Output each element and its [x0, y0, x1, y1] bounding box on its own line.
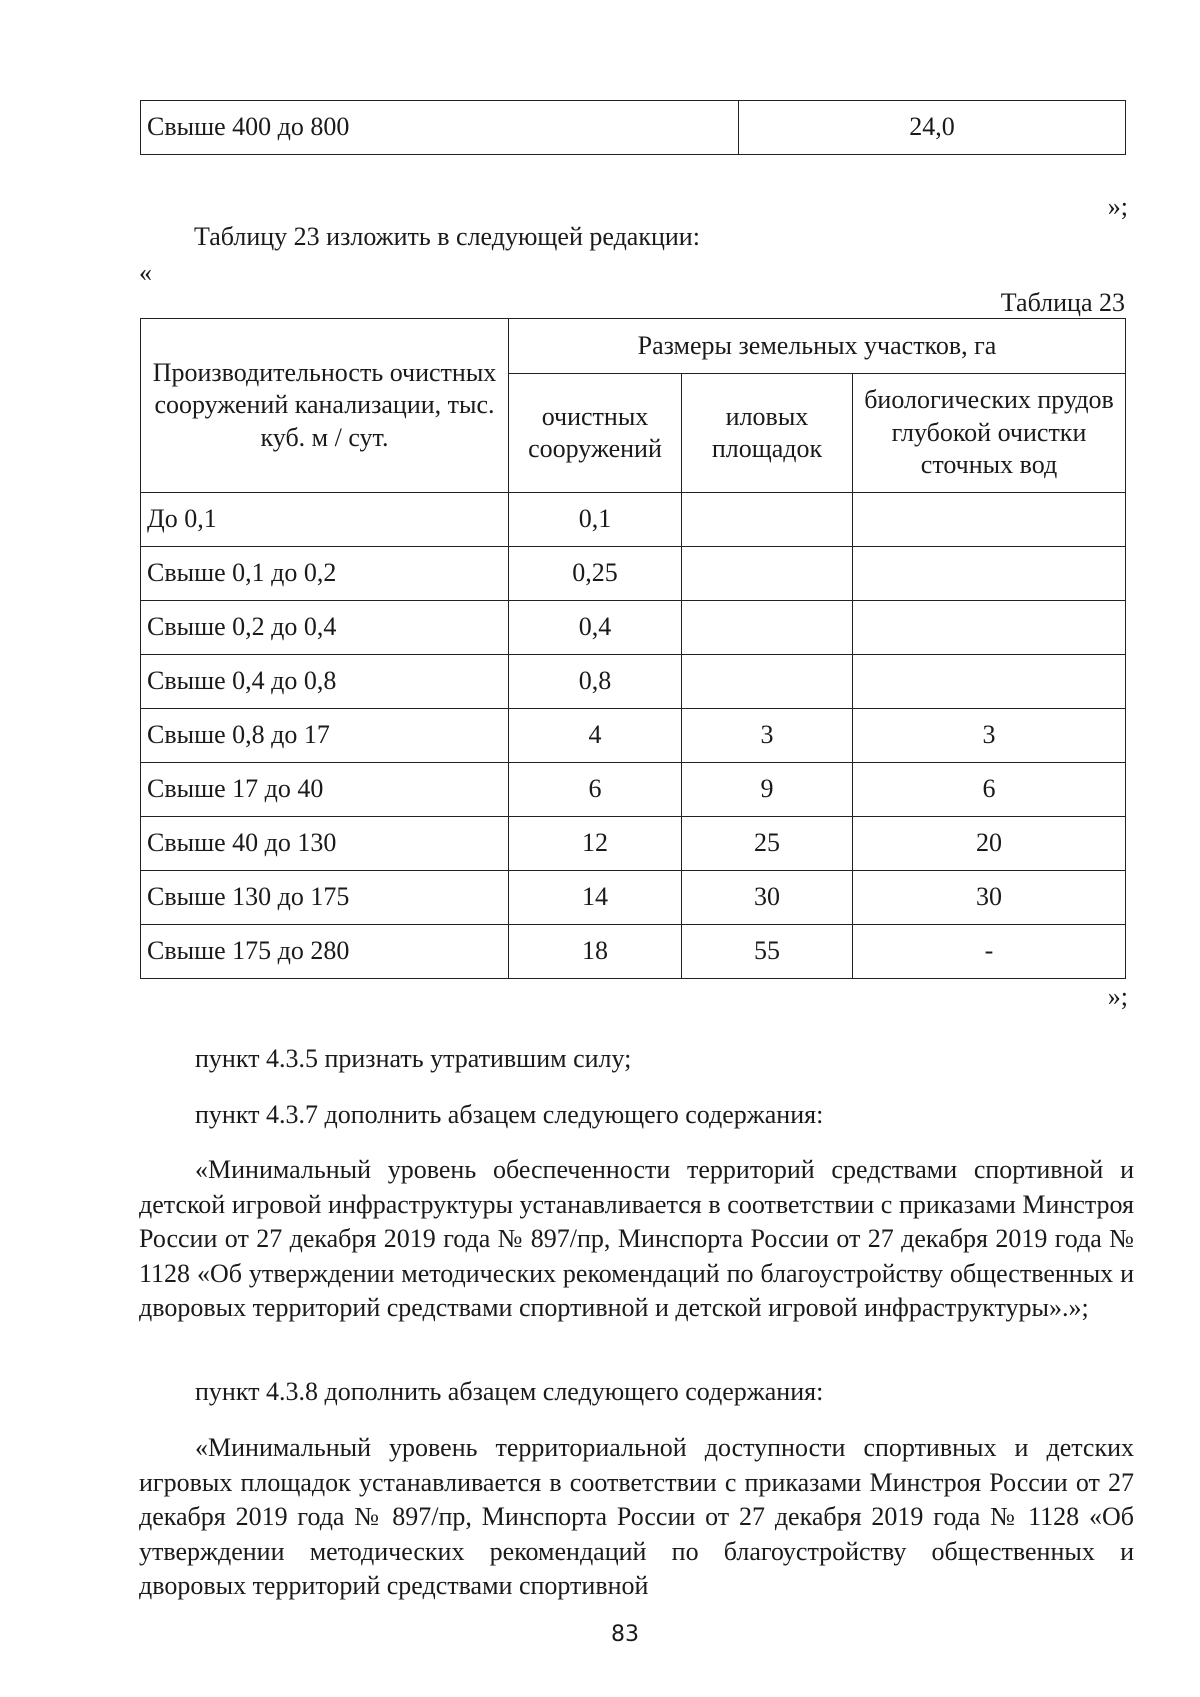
closing-quote: »; [1107, 982, 1128, 1011]
value-cell: 4 [509, 709, 682, 763]
paragraph-item-4-3-7: пункт 4.3.7 дополнить абзацем следующего содержания: [195, 1100, 824, 1129]
header-land-sizes: Размеры земельных участков, га [509, 319, 1126, 374]
table-header-row [141, 319, 1126, 374]
value-cell [853, 493, 1126, 547]
value-cell [682, 493, 853, 547]
value-cell: 3 [853, 709, 1126, 763]
paragraph-quote-2: «Минимальный уровень территориальной доступности спортивных и детских игровых площадок устанавливается в соответствии с приказами Минстроя России от 27 декабря 2019 года № 897/пр, Минспорта России от 27 декабря 2019 года № 1128 «Об утверждении методических рекомендаций по благоустройству общественных и дворовых территорий средствами спортивной [139, 1433, 1134, 1600]
table-row [141, 601, 1126, 655]
value-cell [853, 655, 1126, 709]
range-cell: Свыше 40 до 130 [141, 817, 509, 871]
value-cell: 24,0 [739, 101, 1126, 155]
value-cell [853, 601, 1126, 655]
table-row [141, 871, 1126, 925]
value-cell: 0,4 [509, 601, 682, 655]
range-cell: Свыше 130 до 175 [141, 871, 509, 925]
value-cell: 0,25 [509, 547, 682, 601]
paragraph-quote-1: «Минимальный уровень обеспеченности территорий средствами спортивной и детской игровой инфраструктуры устанавливается в соответствии с приказами Минстроя России от 27 декабря 2019 года № 897/пр, Минспорта России от 27 декабря 2019 года № 1128 «Об утверждении методических рекомендаций по благоустройству общественных и дворовых территорий средствами спортивной и детской игровой инфраструктуры».»; [139, 1155, 1134, 1322]
table-row [141, 925, 1126, 979]
value-cell: 3 [682, 709, 853, 763]
table-row [141, 655, 1126, 709]
table-row [141, 709, 1126, 763]
value-cell: 6 [509, 763, 682, 817]
range-cell: До 0,1 [141, 493, 509, 547]
page-number: 83 [611, 1622, 639, 1647]
table-row [141, 763, 1126, 817]
value-cell: 14 [509, 871, 682, 925]
subheader-treatment: очистных сооружений [509, 374, 682, 493]
paragraph-item-4-3-8: пункт 4.3.8 дополнить абзацем следующего содержания: [195, 1377, 824, 1406]
range-cell: Свыше 400 до 800 [141, 101, 739, 155]
value-cell [682, 655, 853, 709]
value-cell: 6 [853, 763, 1126, 817]
value-cell: 20 [853, 817, 1126, 871]
instruction-text: Таблицу 23 изложить в следующей редакции: [194, 222, 700, 251]
value-cell: 30 [853, 871, 1126, 925]
range-cell: Свыше 0,2 до 0,4 [141, 601, 509, 655]
value-cell: 0,8 [509, 655, 682, 709]
table-caption: Таблица 23 [1000, 288, 1125, 317]
closing-quote: »; [1107, 192, 1128, 221]
value-cell: 9 [682, 763, 853, 817]
value-cell [853, 547, 1126, 601]
table-row [141, 101, 1126, 155]
table-row [141, 547, 1126, 601]
table-row [141, 817, 1126, 871]
top-table [140, 100, 1126, 155]
value-cell [682, 601, 853, 655]
value-cell: 0,1 [509, 493, 682, 547]
value-cell [682, 547, 853, 601]
range-cell: Свыше 0,8 до 17 [141, 709, 509, 763]
value-cell: 25 [682, 817, 853, 871]
value-cell: - [853, 925, 1126, 979]
value-cell: 30 [682, 871, 853, 925]
range-cell: Свыше 175 до 280 [141, 925, 509, 979]
range-cell: Свыше 0,4 до 0,8 [141, 655, 509, 709]
value-cell: 18 [509, 925, 682, 979]
paragraph-item-4-3-5: пункт 4.3.5 признать утратившим силу; [195, 1044, 632, 1073]
table-23 [140, 318, 1126, 979]
value-cell: 12 [509, 817, 682, 871]
subheader-sludge: иловых площадок [682, 374, 853, 493]
value-cell: 55 [682, 925, 853, 979]
subheader-ponds: биологических прудов глубокой очистки сточных вод [853, 374, 1126, 493]
range-cell: Свыше 0,1 до 0,2 [141, 547, 509, 601]
table-row [141, 493, 1126, 547]
header-capacity: Производительность очистных сооружений канализации, тыс. куб. м / сут. [141, 319, 509, 493]
opening-quote: « [139, 258, 152, 287]
range-cell: Свыше 17 до 40 [141, 763, 509, 817]
